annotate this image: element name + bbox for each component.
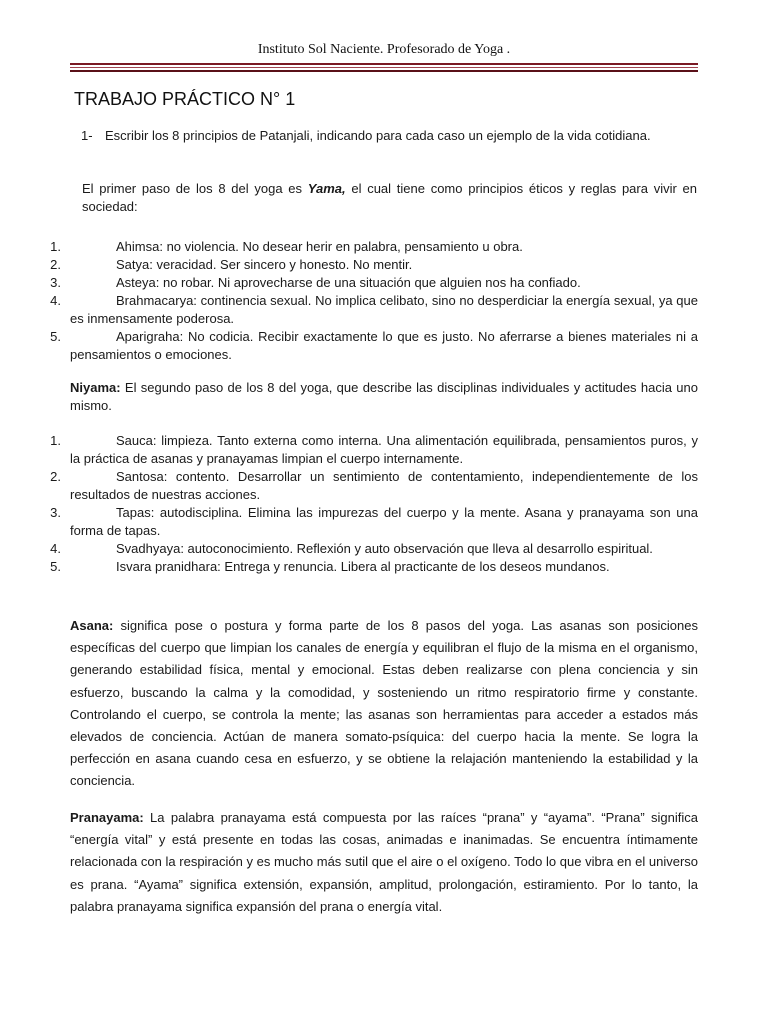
list-text: Ahimsa: no violencia. No desear herir en palabra, pensamiento u obra. (116, 239, 523, 254)
list-item (0, 238, 698, 256)
list-item (0, 292, 698, 328)
list-item (0, 468, 698, 504)
list-number: 4. (50, 541, 61, 556)
list-text: Sauca: limpieza. Tanto externa como interna. Una alimentación equilibrada, pensamientos puros, y la práctica de asanas y pranayamas limpian el cuerpo internamente. (70, 433, 698, 466)
yama-list (0, 238, 698, 364)
list-text: Brahmacarya: continencia sexual. No implica celibato, sino no desperdiciar la energía sexual, ya que es inmensamente poderosa. (70, 293, 698, 326)
list-item (0, 540, 698, 558)
list-number: 5. (50, 329, 61, 344)
list-text: Santosa: contento. Desarrollar un sentimiento de contentamiento, independientemente de los resultados de nuestras acciones. (70, 469, 698, 502)
list-text: Satya: veracidad. Ser sincero y honesto. No mentir. (116, 257, 413, 272)
page-header: Instituto Sol Naciente. Profesorado de Yoga . (257, 42, 511, 57)
list-item (0, 328, 698, 364)
pranayama-paragraph (70, 807, 698, 918)
list-item (0, 274, 698, 292)
list-text: Asteya: no robar. Ni aprovecharse de una situación que alguien nos ha confiado. (116, 275, 581, 290)
header-rule (70, 67, 698, 68)
list-text: Isvara pranidhara: Entrega y renuncia. Libera al practicante de los deseos mundanos. (116, 559, 610, 574)
niyama-list (0, 432, 698, 576)
list-text: Aparigraha: No codicia. Recibir exactamente lo que es justo. No aferrarse a bienes materiales ni a pensamientos o emociones. (70, 329, 698, 362)
list-number: 1. (50, 239, 61, 254)
question-number: 1- (81, 128, 93, 143)
list-text: Tapas: autodisciplina. Elimina las impurezas del cuerpo y la mente. Asana y pranayama son una forma de tapas. (70, 505, 698, 538)
header-rule (70, 63, 698, 65)
document-title: TRABAJO PRÁCTICO N° 1 (74, 89, 296, 109)
yama-intro-after: el cual tiene como principios éticos y reglas para vivir en sociedad: (82, 181, 697, 214)
yama-intro (82, 180, 697, 216)
list-number: 5. (50, 559, 61, 574)
list-number: 3. (50, 275, 61, 290)
niyama-intro-text: El segundo paso de los 8 del yoga, que describe las disciplinas individuales y actitudes hacia uno mismo. (70, 380, 698, 413)
list-number: 1. (50, 433, 61, 448)
question-1 (81, 127, 697, 145)
asana-text: significa pose o postura y forma parte de los 8 pasos del yoga. Las asanas son posiciones específicas del cuerpo que limpian los canales de energía y equilibran el flujo de la misma en el organismo, generando estabilidad física, mental y emocional. Estas deben realizarse con plena conciencia y sin esfuerzo, buscando la calma y la comodidad, y sosteniendo un ritmo respiratorio firme y constante. Controlando el cuerpo, se controla la mente; las asanas son herramientas para acceder a estados más elevados de conciencia. Actúan de manera somato-psíquica: del cuerpo hacia la mente. Se logra la perfección en asana cuando cesa en esfuerzo, y se obtiene la relajación manteniendo la estabilidad y la conciencia. (70, 618, 698, 789)
niyama-term: Niyama: (70, 380, 121, 395)
header-rule (70, 70, 698, 72)
list-number: 3. (50, 505, 61, 520)
list-item (0, 432, 698, 468)
niyama-intro (70, 379, 698, 415)
asana-term: Asana: (70, 618, 114, 633)
list-item (0, 256, 698, 274)
question-text: Escribir los 8 principios de Patanjali, indicando para cada caso un ejemplo de la vida cotidiana. (105, 128, 651, 143)
pranayama-text: La palabra pranayama está compuesta por las raíces “prana” y “ayama”. “Prana” significa “energía vital” y está presente en todas las cosas, animadas e inanimadas. Se encuentra íntimamente relacionada con la respiración y es mucho más sutil que el aire o el oxígeno. Todo lo que vibra en el universo es prana. “Ayama” significa extensión, expansión, amplitud, prolongación, estiramiento. Por lo tanto, la palabra pranayama significa expansión del prana o energía vital. (70, 810, 698, 914)
list-number: 2. (50, 257, 61, 272)
yama-intro-before: El primer paso de los 8 del yoga es (82, 181, 308, 196)
asana-paragraph (70, 615, 698, 793)
list-number: 2. (50, 469, 61, 484)
list-number: 4. (50, 293, 61, 308)
list-item (0, 558, 698, 576)
pranayama-term: Pranayama: (70, 810, 144, 825)
yama-term: Yama, (307, 181, 346, 196)
list-text: Svadhyaya: autoconocimiento. Reflexión y auto observación que lleva al desarrollo espiritual. (116, 541, 653, 556)
list-item (0, 504, 698, 540)
